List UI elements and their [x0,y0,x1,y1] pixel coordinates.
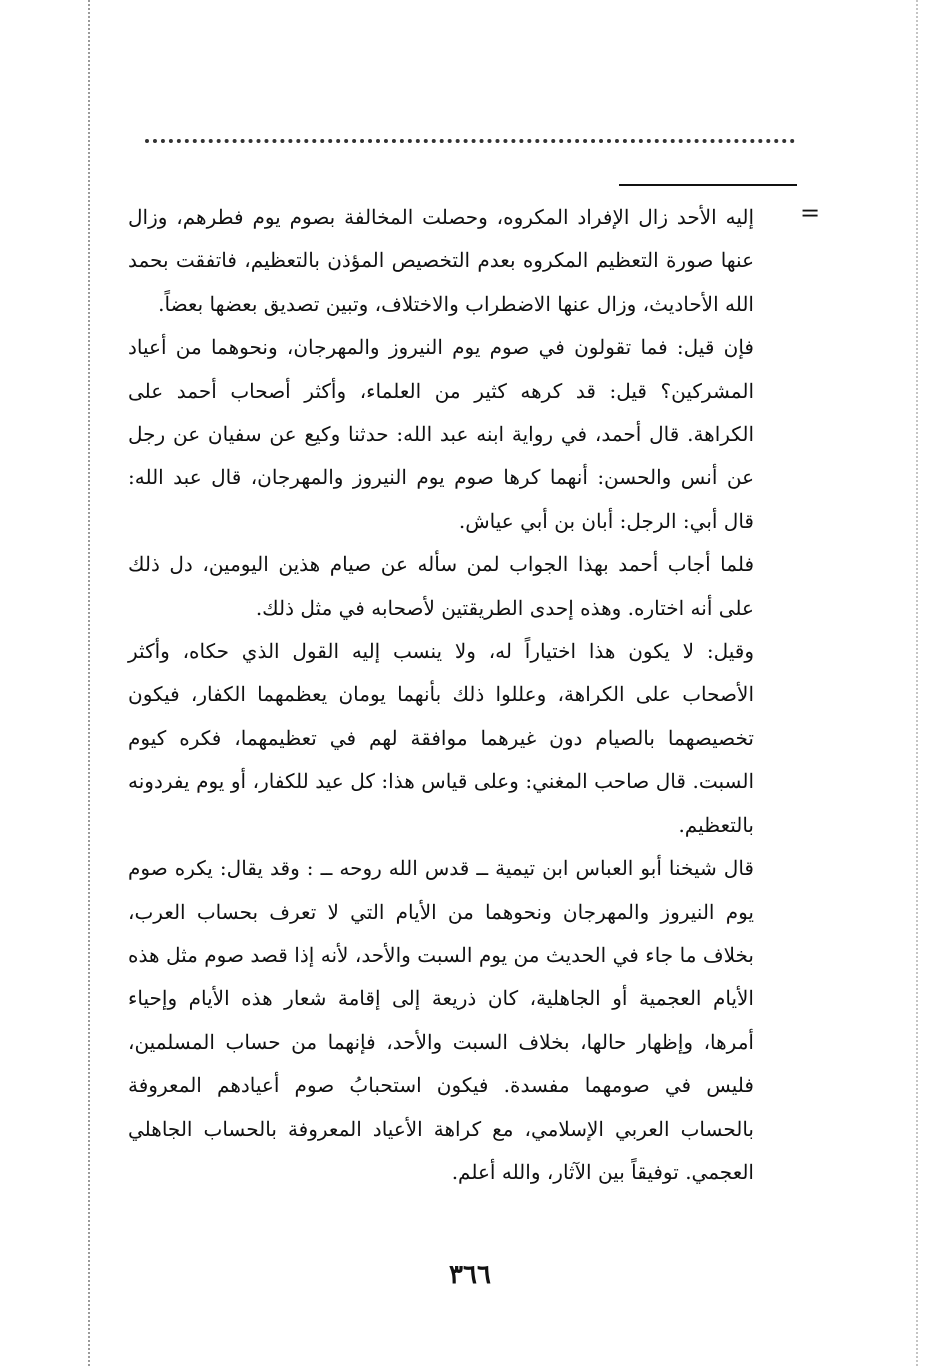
right-margin-dots [916,0,918,1366]
paragraph-5: قال شيخنا أبو العباس ابن تيمية ــ قدس الله روحه ــ : وقد يقال: يكره صوم يوم النيروز والمهرجان ونحوهما من الأيام التي لا تعرف بحساب العرب، بخلاف ما جاء في الحديث من يوم السبت والأحد، لأنه إذا قصد صوم مثل هذه الأيام العجمية أو الجاهلية، كان ذريعة إلى إقامة شعار هذه الأيام وإحياء أمرها، وإظهار حالها، بخلاف السبت والأحد، فإنهما من حساب المسلمين، فليس في صومهما مفسدة. فيكون استحبابُ صوم أعيادهم المعروفة بالحساب العربي الإسلامي، مع كراهة الأعياد المعروفة بالحساب الجاهلي العجمي. توفيقاً بين الآثار، والله أعلم. [128,856,754,1184]
paragraph-1: إليه الأحد زال الإفراد المكروه، وحصلت المخالفة بصوم يوم فطرهم، وزال عنها صورة التعظيم المكروه بعدم التخصيص المؤذن بالتعظيم، فاتفقت بحمد الله الأحاديث، وزال عنها الاضطراب والاختلاف، وتبين تصديق بعضها بعضاً. [128,205,754,316]
page-number: ٣٦٦ [449,1260,491,1290]
paragraph-2: فإن قيل: فما تقولون في صوم يوم النيروز والمهرجان، ونحوهما من أعياد المشركين؟ قيل: قد كرهه كثير من العلماء، وأكثر أصحاب أحمد على الكراهة. قال أحمد، في رواية ابنه عبد الله: حدثنا وكيع عن سفيان عن رجل عن أنس والحسن: أنهما كرها صوم يوم النيروز والمهرجان، قال عبد الله: قال أبي: الرجل: أبان بن أبي عياش. [128,335,754,533]
top-dotted-rule [145,139,795,143]
footnote-separator-rule [619,184,797,186]
paragraph-4: وقيل: لا يكون هذا اختياراً له، ولا ينسب إليه القول الذي حكاه، وأكثر الأصحاب على الكراهة، وعللوا ذلك بأنهما يومان يعظمهما الكفار، فيكون تخصيصهما بالصيام دون غيرهما موافقة لهم في تعظيمهما، فكره كيوم السبت. قال صاحب المغني: وعلى قياس هذا: كل عيد للكفار، أو يوم يفردونه بالتعظيم. [128,639,754,837]
paragraph-3: فلما أجاب أحمد بهذا الجواب لمن سأله عن صيام هذين اليومين، دل ذلك على أنه اختاره. وهذه إحدى الطريقتين لأصحابه في مثل ذلك. [128,552,754,620]
page-text [128,196,754,1194]
left-margin-dots [88,0,90,1366]
footnote-continuation-mark: = [800,199,821,227]
